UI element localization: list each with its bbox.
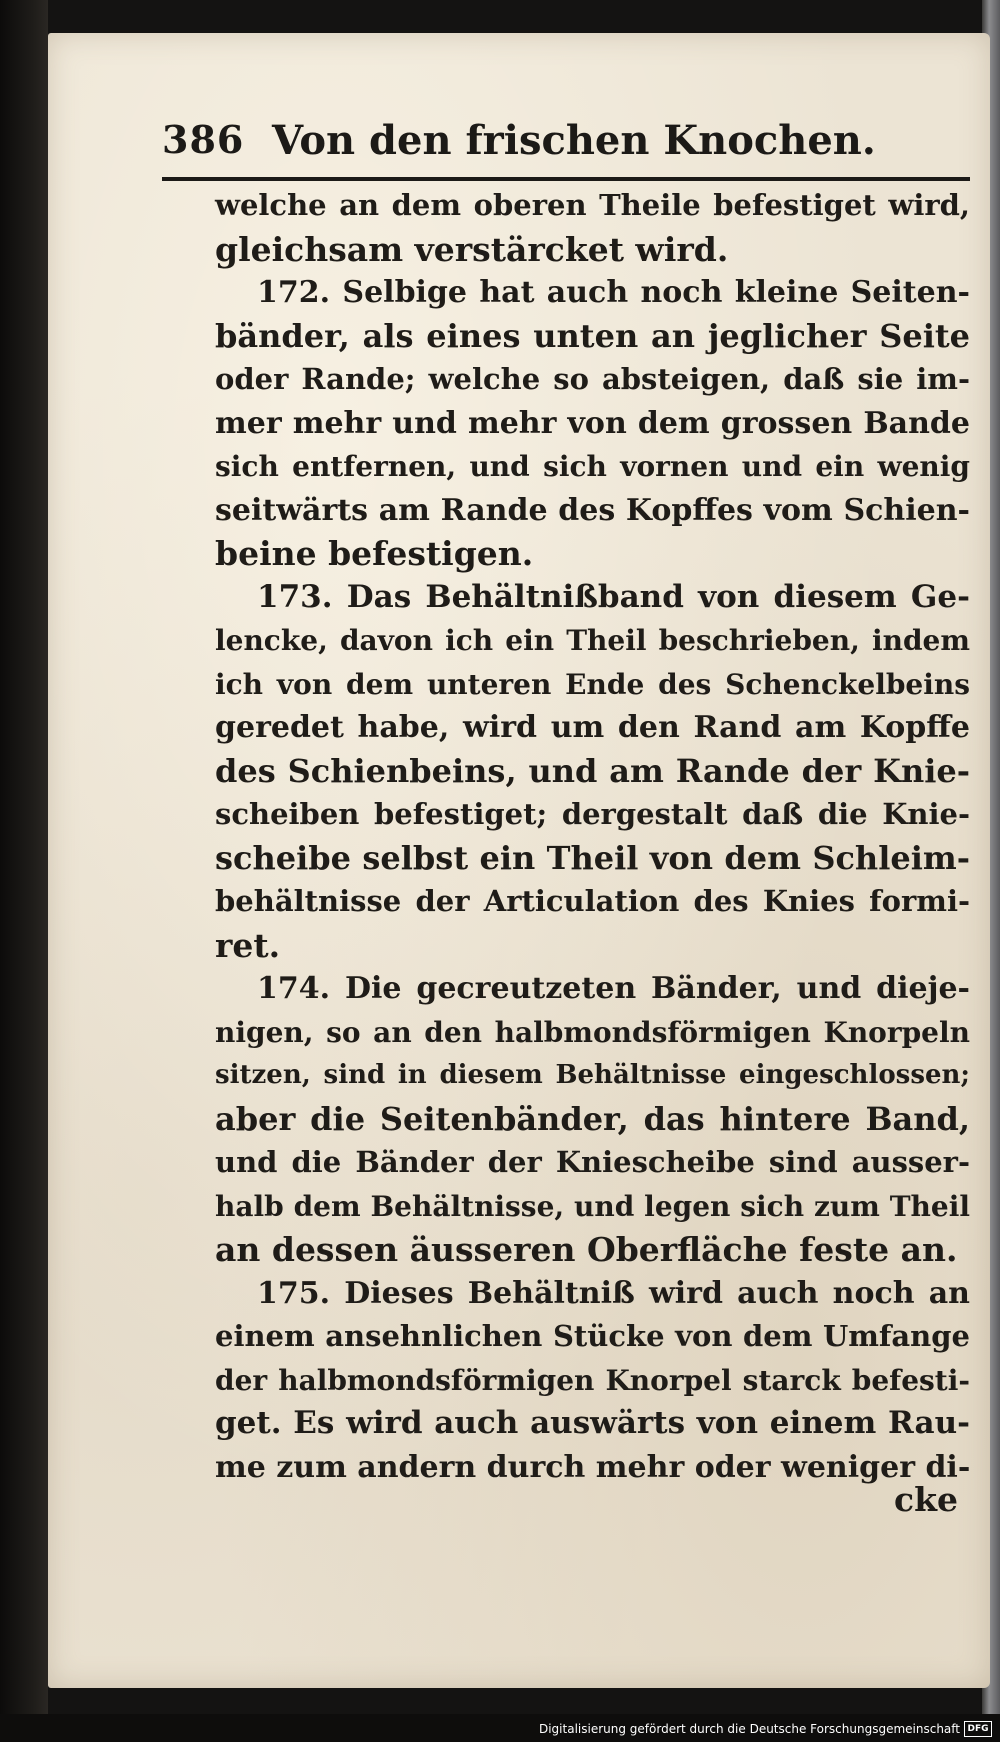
text-line: lencke, davon ich ein Theil beschrieben, indem bbox=[215, 624, 970, 657]
body-text bbox=[215, 184, 970, 1489]
text-line: aber die Seitenbänder, das hintere Band, bbox=[215, 1099, 970, 1138]
text-line: nigen, so an den halbmondsförmigen Knorpeln bbox=[215, 1015, 970, 1049]
text-line: scheibe selbst ein Theil von dem Schleim- bbox=[215, 838, 970, 877]
text-line: und die Bänder der Kniescheibe sind ausser- bbox=[215, 1145, 970, 1179]
text-line: halb dem Behältnisse, und legen sich zum Theil bbox=[215, 1189, 970, 1223]
text-line: seitwärts am Rande des Kopffes vom Schien- bbox=[215, 492, 970, 528]
footer-band bbox=[0, 1714, 1000, 1742]
paragraph-173-start: 173. Das Behältnißband von diesem Ge- bbox=[257, 578, 970, 615]
text-line: an dessen äusseren Oberfläche feste an. bbox=[215, 1230, 958, 1269]
text-line: sich entfernen, und sich vornen und ein wenig bbox=[215, 450, 970, 483]
paragraph-172-start: 172. Selbige hat auch noch kleine Seiten- bbox=[257, 275, 970, 310]
book-spine-shadow bbox=[0, 0, 48, 1742]
catchword: cke bbox=[894, 1480, 958, 1519]
text-line: behältnisse der Articulation des Knies formi- bbox=[215, 884, 970, 918]
running-head: Von den frischen Knochen. bbox=[272, 117, 876, 164]
text-line: des Schienbeins, und am Rande der Knie- bbox=[215, 751, 970, 790]
paragraph-174-start: 174. Die gecreutzeten Bänder, und dieje- bbox=[257, 971, 970, 1006]
text-line: gleichsam verstärcket wird. bbox=[215, 229, 729, 269]
text-line: geredet habe, wird um den Rand am Kopffe bbox=[215, 710, 970, 745]
text-line: scheiben befestiget; dergestalt daß die Knie- bbox=[215, 797, 970, 831]
text-line: beine befestigen. bbox=[215, 534, 534, 573]
digitization-credit: Digitalisierung gefördert durch die Deutsche Forschungsgemeinschaft bbox=[538, 1722, 960, 1736]
paragraph-175-start: 175. Dieses Behältniß wird auch noch an bbox=[257, 1275, 970, 1311]
text-line: me zum andern durch mehr oder weniger di- bbox=[215, 1449, 971, 1485]
text-line: oder Rande; welche so absteigen, daß sie im- bbox=[215, 362, 970, 396]
page-header bbox=[162, 117, 970, 181]
text-line: einem ansehnlichen Stücke von dem Umfange bbox=[215, 1319, 970, 1353]
page-number: 386 bbox=[162, 117, 245, 162]
text-line: ret. bbox=[215, 925, 281, 965]
text-line: der halbmondsförmigen Knorpel starck befesti- bbox=[215, 1363, 970, 1397]
dfg-logo: DFG bbox=[964, 1721, 992, 1737]
text-line: get. Es wird auch auswärts von einem Rau- bbox=[215, 1405, 970, 1441]
text-line: mer mehr und mehr von dem grossen Bande bbox=[215, 405, 970, 441]
text-line: ich von dem unteren Ende des Schenckelbeins bbox=[215, 667, 970, 701]
text-line: sitzen, sind in diesem Behältnisse eingeschlossen; bbox=[215, 1060, 970, 1090]
text-line: welche an dem oberen Theile befestiget wird, bbox=[215, 188, 970, 222]
text-line: bänder, als eines unten an jeglicher Seite bbox=[215, 316, 970, 355]
